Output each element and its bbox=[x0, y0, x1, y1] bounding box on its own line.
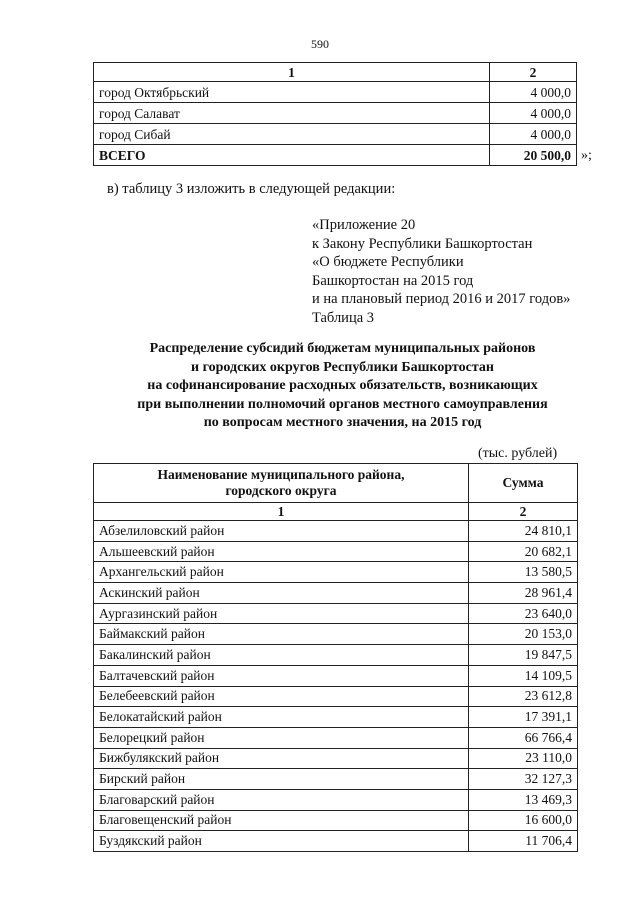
unit-label: (тыс. рублей) bbox=[478, 446, 558, 461]
table-row bbox=[94, 748, 578, 769]
row-amount: 4 000,0 bbox=[490, 103, 577, 124]
column-number-1: 1 bbox=[94, 63, 490, 82]
district-amount: 19 847,5 bbox=[469, 645, 578, 666]
district-name: Архангельский район bbox=[94, 562, 469, 583]
appendix-line: «О бюджете Республики bbox=[312, 254, 464, 270]
district-amount: 66 766,4 bbox=[469, 727, 578, 748]
header-line: городского округа bbox=[225, 483, 337, 498]
district-name: Белорецкий район bbox=[94, 727, 469, 748]
district-amount: 20 682,1 bbox=[469, 541, 578, 562]
heading-line: при выполнении полномочий органов местного самоуправления bbox=[137, 396, 548, 412]
heading-line: и городских округов Республики Башкортостан bbox=[191, 359, 494, 375]
column-header-amount: Сумма bbox=[469, 464, 578, 503]
appendix-line: «Приложение 20 bbox=[312, 217, 416, 233]
table-row bbox=[94, 583, 578, 604]
table-row bbox=[94, 789, 578, 810]
district-name: Альшеевский район bbox=[94, 541, 469, 562]
appendix-line: Таблица 3 bbox=[312, 309, 375, 326]
table-header-row bbox=[94, 63, 577, 82]
row-amount: 4 000,0 bbox=[490, 124, 577, 145]
table-row bbox=[94, 645, 578, 666]
table-row bbox=[94, 124, 577, 145]
district-amount: 24 810,1 bbox=[469, 521, 578, 542]
total-label: ВСЕГО bbox=[94, 145, 490, 166]
district-name: Благоварский район bbox=[94, 789, 469, 810]
column-header-name bbox=[94, 464, 469, 503]
appendix-line: Башкортостан на 2015 год bbox=[312, 272, 474, 289]
appendix-block bbox=[312, 216, 570, 327]
row-amount: 4 000,0 bbox=[490, 82, 577, 103]
district-amount: 23 640,0 bbox=[469, 603, 578, 624]
column-number-2: 2 bbox=[490, 63, 577, 82]
subsidy-table bbox=[93, 463, 578, 852]
table-heading bbox=[70, 340, 615, 433]
total-row bbox=[94, 145, 577, 166]
row-name: город Салават bbox=[94, 103, 490, 124]
district-amount: 16 600,0 bbox=[469, 810, 578, 831]
table-row bbox=[94, 665, 578, 686]
appendix-line: к Закону Республики Башкортостан bbox=[312, 235, 533, 252]
district-name: Баймакский район bbox=[94, 624, 469, 645]
district-amount: 11 706,4 bbox=[469, 831, 578, 852]
heading-line: Распределение субсидий бюджетам муниципальных районов bbox=[149, 341, 536, 356]
instruction-text: в) таблицу 3 изложить в следующей редакции: bbox=[107, 181, 396, 197]
column-number-2: 2 bbox=[469, 503, 578, 521]
appendix-line: и на плановый период 2016 и 2017 годов» bbox=[312, 291, 571, 307]
district-name: Аскинский район bbox=[94, 583, 469, 604]
district-name: Аургазинский район bbox=[94, 603, 469, 624]
district-amount: 32 127,3 bbox=[469, 769, 578, 790]
table-row bbox=[94, 521, 578, 542]
heading-line: на софинансирование расходных обязательств, возникающих bbox=[147, 378, 538, 393]
district-name: Бакалинский район bbox=[94, 645, 469, 666]
district-name: Абзелиловский район bbox=[94, 521, 469, 542]
total-amount: 20 500,0 bbox=[490, 145, 577, 166]
district-name: Благовещенский район bbox=[94, 810, 469, 831]
table-row bbox=[94, 727, 578, 748]
page-number: 590 bbox=[311, 37, 329, 51]
district-amount: 28 961,4 bbox=[469, 583, 578, 604]
district-name: Бирский район bbox=[94, 769, 469, 790]
row-name: город Сибай bbox=[94, 124, 490, 145]
table-row bbox=[94, 103, 577, 124]
district-name: Буздякский район bbox=[94, 831, 469, 852]
district-amount: 20 153,0 bbox=[469, 624, 578, 645]
heading-line: по вопросам местного значения, на 2015 год bbox=[203, 415, 482, 430]
table-row bbox=[94, 769, 578, 790]
header-line: Наименование муниципального района, bbox=[157, 467, 405, 482]
column-number-row bbox=[94, 503, 578, 521]
district-amount: 13 469,3 bbox=[469, 789, 578, 810]
table-row bbox=[94, 831, 578, 852]
district-name: Белокатайский район bbox=[94, 707, 469, 728]
district-name: Бижбулякский район bbox=[94, 748, 469, 769]
district-amount: 23 110,0 bbox=[469, 748, 578, 769]
district-amount: 17 391,1 bbox=[469, 707, 578, 728]
column-number-1: 1 bbox=[94, 503, 469, 521]
table-row bbox=[94, 707, 578, 728]
table-row bbox=[94, 82, 577, 103]
district-amount: 13 580,5 bbox=[469, 562, 578, 583]
table-row bbox=[94, 624, 578, 645]
continuation-table bbox=[93, 62, 577, 166]
table-row bbox=[94, 810, 578, 831]
closing-quote-mark: »; bbox=[581, 148, 592, 163]
district-amount: 23 612,8 bbox=[469, 686, 578, 707]
district-name: Белебеевский район bbox=[94, 686, 469, 707]
table-header-row bbox=[94, 464, 578, 503]
table-row bbox=[94, 562, 578, 583]
table-row bbox=[94, 541, 578, 562]
table-body bbox=[94, 521, 578, 852]
district-amount: 14 109,5 bbox=[469, 665, 578, 686]
table-row bbox=[94, 603, 578, 624]
table-row bbox=[94, 686, 578, 707]
district-name: Балтачевский район bbox=[94, 665, 469, 686]
row-name: город Октябрьский bbox=[94, 82, 490, 103]
